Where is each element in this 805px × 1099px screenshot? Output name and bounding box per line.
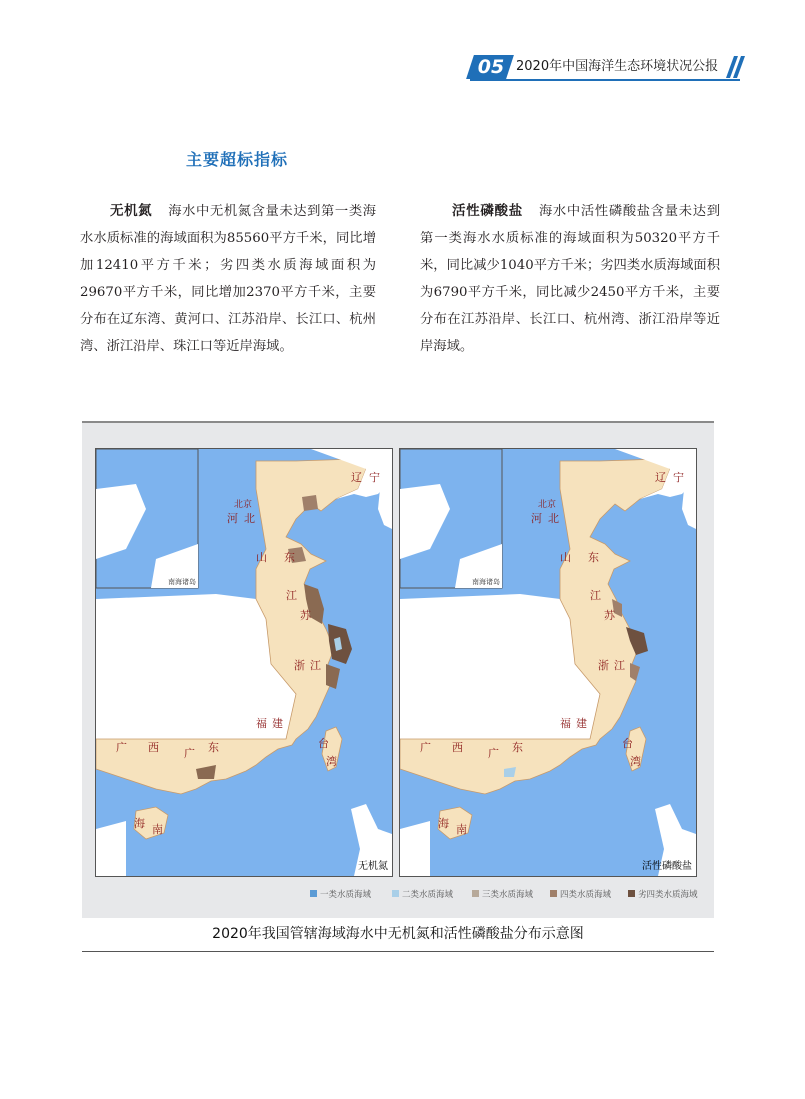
label-beijing: 北京 [234, 500, 253, 510]
label-jiang2: 江 [614, 659, 625, 672]
label-beijing: 北京 [538, 500, 557, 510]
label-hai: 海 [438, 817, 449, 830]
label-liao: 辽 [351, 471, 362, 484]
label-dong2: 东 [512, 741, 523, 754]
label-jian: 建 [576, 717, 587, 730]
figure-caption: 2020年我国管辖海域海水中无机氮和活性磷酸盐分布示意图 [212, 926, 584, 942]
label-ning: 宁 [673, 471, 684, 484]
label-hai: 海 [134, 817, 145, 830]
map-panel-nitrogen [95, 448, 393, 877]
legend-label: 四类水质海域 [560, 890, 612, 900]
legend-item [392, 889, 453, 901]
legend-item [550, 889, 611, 901]
label-jiang2: 江 [310, 659, 321, 672]
legend-swatch [472, 890, 479, 897]
label-bei: 北 [548, 512, 559, 525]
map-phosphate [400, 449, 696, 876]
nitrogen-lead: 无机氮 [110, 203, 153, 219]
map-legend [82, 889, 714, 905]
label-guang: 广 [420, 741, 431, 754]
label-dong: 东 [284, 551, 295, 564]
label-he: 河 [227, 512, 238, 525]
header-rule [470, 79, 740, 81]
legend-item [472, 889, 533, 901]
label-jian: 建 [272, 717, 283, 730]
nitrogen-paragraph [80, 198, 376, 360]
label-wan: 湾 [630, 755, 641, 768]
polluted-zone-liaodong [302, 495, 318, 511]
label-su: 苏 [300, 609, 311, 622]
label-fu: 福 [256, 717, 267, 730]
southwest-land [400, 821, 430, 876]
legend-swatch [550, 890, 557, 897]
legend-label: 劣四类水质海域 [638, 890, 698, 900]
legend-swatch [628, 890, 635, 897]
label-liao: 辽 [655, 471, 666, 484]
map-label-nitrogen: 无机氮 [358, 861, 388, 872]
nitrogen-text: 海水中无机氮含量未达到第一类海水水质标准的海域面积为85560平方千米，同比增加12410平方千米；劣四类水质海域面积为29670平方千米，同比增加2370平方千米，主要分布在辽东湾、黄河口、江苏沿岸、长江口、杭州湾、浙江沿岸、珠江口等近岸海域。 [80, 204, 377, 354]
label-dong2: 东 [208, 741, 219, 754]
label-guang: 广 [116, 741, 127, 754]
label-he: 河 [531, 512, 542, 525]
legend-label: 三类水质海域 [482, 890, 534, 900]
legend-item [628, 889, 698, 901]
map-panel-phosphate [399, 448, 697, 877]
inset-label: 南海诸岛 [472, 578, 500, 586]
label-xi: 西 [452, 741, 463, 754]
label-tai: 台 [318, 737, 329, 750]
label-su: 苏 [604, 609, 615, 622]
legend-item [310, 889, 371, 901]
figure-frame [82, 421, 714, 918]
label-guang2: 广 [488, 747, 499, 760]
section-title: 主要超标指标 [186, 150, 289, 169]
legend-swatch [392, 890, 399, 897]
phosphate-lead: 活性磷酸盐 [452, 203, 523, 219]
label-dong: 东 [588, 551, 599, 564]
label-wan: 湾 [326, 755, 337, 768]
label-ning: 宁 [369, 471, 380, 484]
legend-label: 二类水质海域 [402, 890, 454, 900]
phosphate-text: 海水中活性磷酸盐含量未达到第一类海水水质标准的海域面积为50320平方千米，同比减少1040平方千米；劣四类水质海域面积为6790平方千米，同比减少2450平方千米，主要分布在江苏沿岸、长江口、杭州湾、浙江沿岸等近岸海域。 [420, 204, 721, 354]
label-shan: 山 [256, 551, 267, 564]
label-bei: 北 [244, 512, 255, 525]
label-shan: 山 [560, 551, 571, 564]
label-jiang: 江 [286, 589, 297, 602]
phosphate-paragraph [420, 198, 720, 360]
legend-swatch [310, 890, 317, 897]
caption-rule [82, 951, 714, 952]
inset-label: 南海诸岛 [168, 578, 196, 586]
legend-label: 一类水质海域 [320, 890, 372, 900]
report-title: 2020年中国海洋生态环境状况公报 [516, 59, 719, 74]
label-nan: 南 [456, 823, 467, 836]
label-jiang: 江 [590, 589, 601, 602]
label-nan: 南 [152, 823, 163, 836]
label-tai: 台 [622, 737, 633, 750]
map-label-phosphate: 活性磷酸盐 [642, 861, 692, 872]
label-zhe: 浙 [294, 659, 305, 672]
label-guang2: 广 [184, 747, 195, 760]
page-number: 05 [477, 56, 505, 78]
label-xi: 西 [148, 741, 159, 754]
map-nitrogen [96, 449, 392, 876]
label-zhe: 浙 [598, 659, 609, 672]
label-fu: 福 [560, 717, 571, 730]
southwest-land [96, 821, 126, 876]
